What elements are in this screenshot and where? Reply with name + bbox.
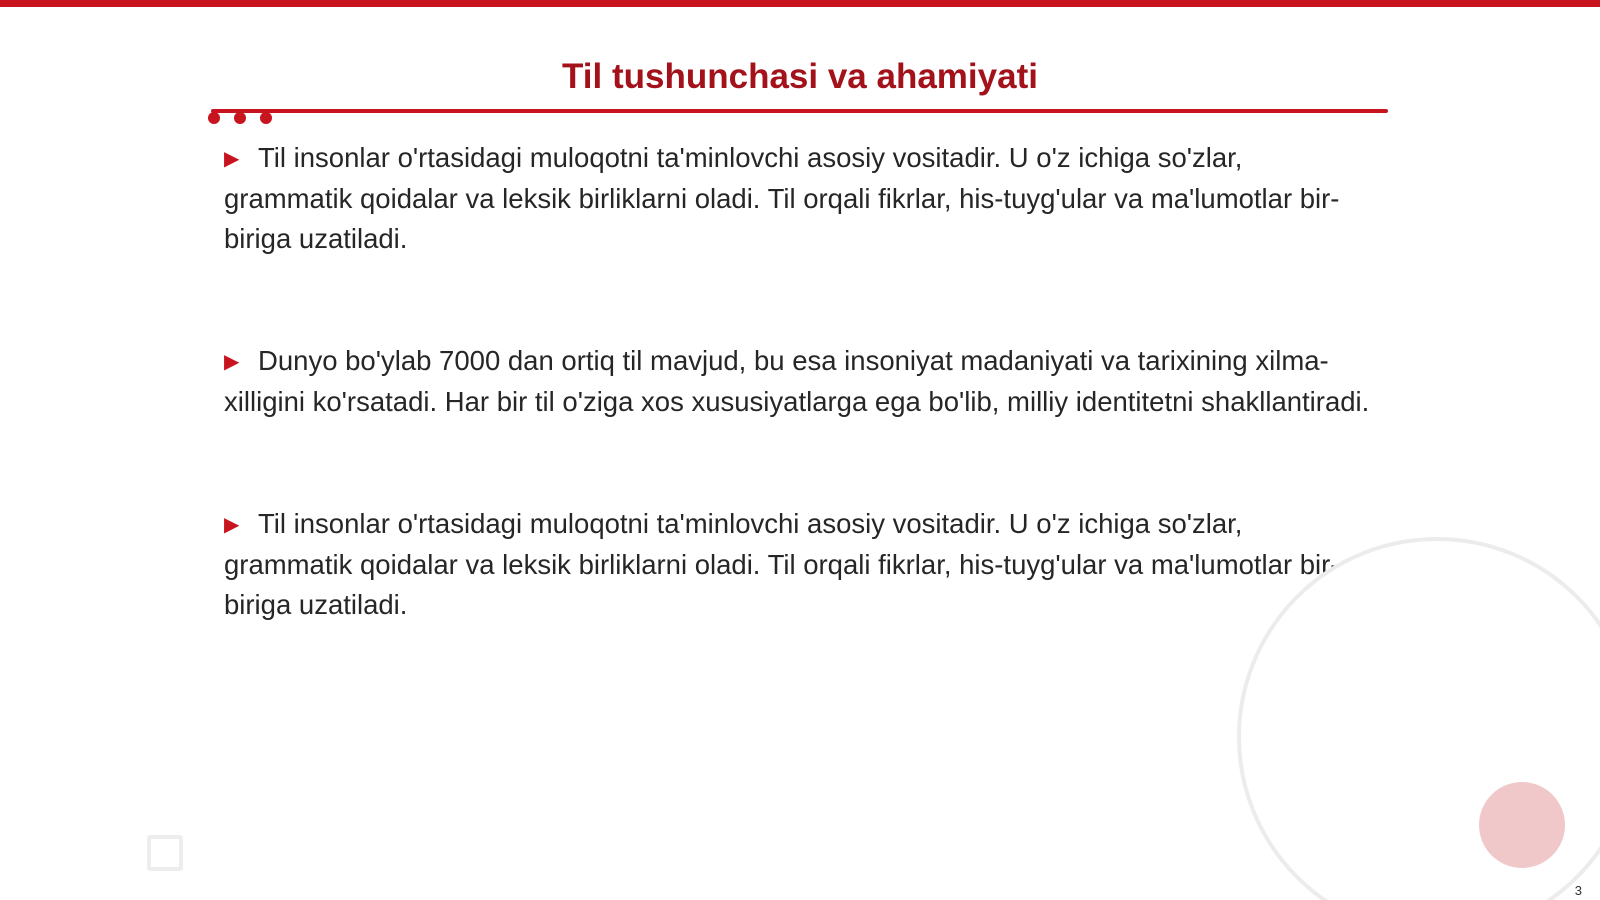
triangle-right-icon: ▶ (224, 351, 240, 373)
bullet-text: Til insonlar o'rtasidagi muloqotni ta'minlovchi asosiy vositadir. U o'z ichiga so'zlar, grammatik qoidalar va leksik birliklarni oladi. Til orqali fikrlar, his-tuyg'ular va ma'lumotlar bir-biriga uzatiladi. (224, 508, 1340, 620)
bullet-text: Til insonlar o'rtasidagi muloqotni ta'minlovchi asosiy vositadir. U o'z ichiga so'zlar, grammatik qoidalar va leksik birliklarni oladi. Til orqali fikrlar, his-tuyg'ular va ma'lumotlar bir-biriga uzatiladi. (224, 142, 1340, 254)
decorative-dot-icon (208, 112, 220, 124)
bullet-item (224, 504, 1374, 625)
decorative-circle (1479, 782, 1565, 868)
triangle-right-icon: ▶ (224, 514, 240, 536)
bullet-text: Dunyo bo'ylab 7000 dan ortiq til mavjud, bu esa insoniyat madaniyati va tarixining xilma-xilligini ko'rsatadi. Har bir til o'ziga xos xususiyatlarga ega bo'lib, milliy identitetni shakllantiradi. (224, 345, 1370, 417)
bullet-item (224, 341, 1374, 422)
top-accent-bar (0, 0, 1600, 7)
slide-title: Til tushunchasi va ahamiyati (562, 57, 1038, 96)
decorative-dot-icon (260, 112, 272, 124)
bullet-list (224, 138, 1374, 707)
title-underline (211, 109, 1388, 113)
page-number: 3 (1574, 883, 1582, 898)
triangle-right-icon: ▶ (224, 148, 240, 170)
decorative-dot-icon (234, 112, 246, 124)
decorative-square (147, 835, 183, 871)
bullet-item (224, 138, 1374, 259)
